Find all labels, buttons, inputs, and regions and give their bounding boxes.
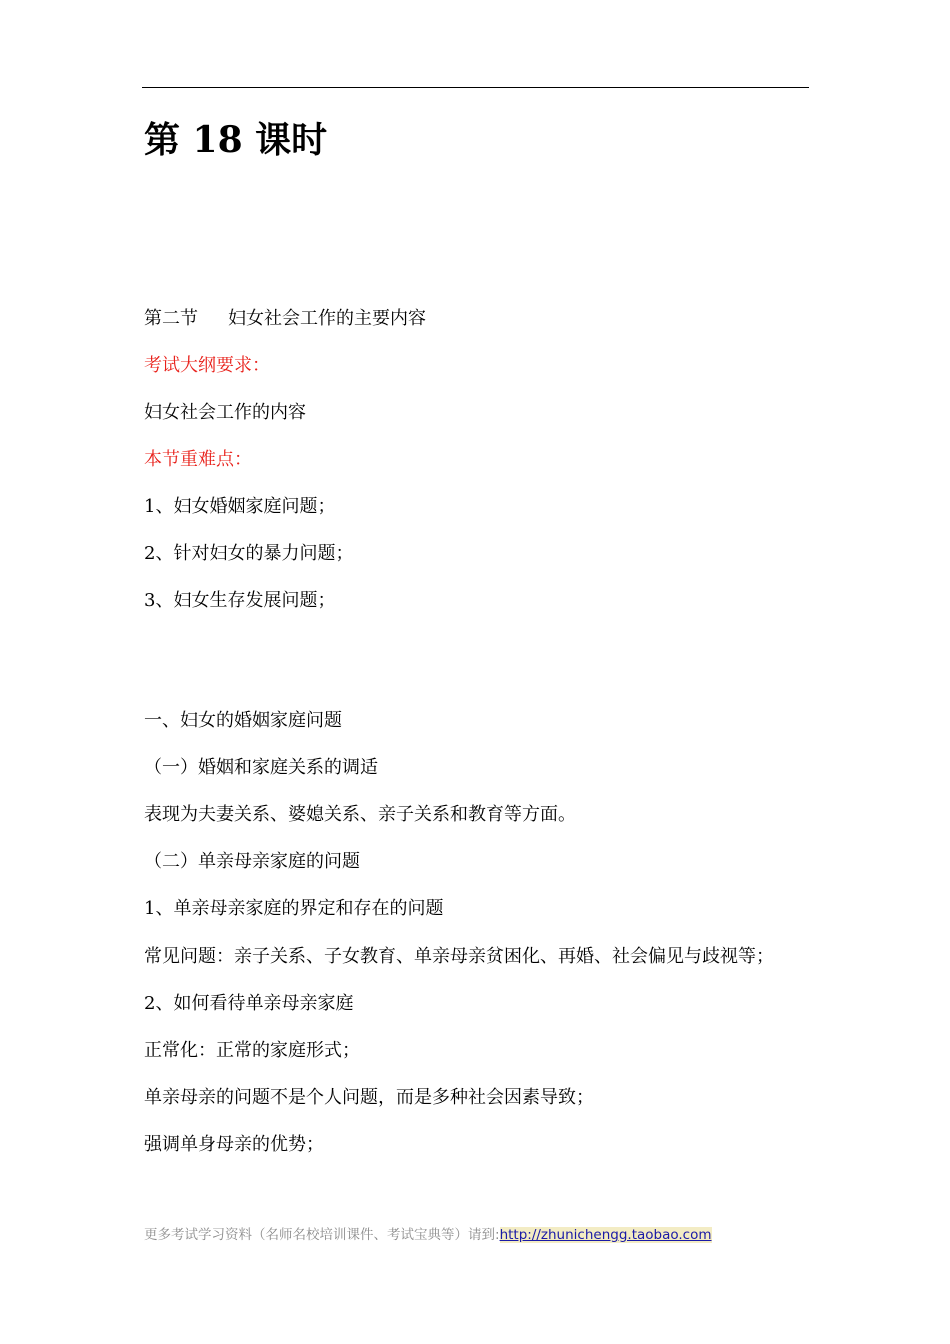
body-paragraph: 1、单亲母亲家庭的界定和存在的问题 [144,898,444,919]
key-point-item: 2、针对妇女的暴力问题； [144,543,354,564]
footer-link[interactable]: http://zhunichengg.taobao.com [499,1227,712,1243]
footer [144,1224,712,1246]
footer-text: 更多考试学习资料（名师名校培训课件、考试宝典等）请到: [144,1227,500,1243]
section-name: 妇女社会工作的主要内容 [228,308,426,329]
body-paragraph: 正常化：正常的家庭形式； [144,1040,360,1061]
section-heading [144,306,426,332]
body-subheading: （二）单亲母亲家庭的问题 [144,851,360,872]
page-title: 第 18 课时 [144,119,328,161]
section-label: 第二节 [144,308,198,329]
body-subheading: （一）婚姻和家庭关系的调适 [144,757,378,778]
key-point-item: 1、妇女婚姻家庭问题； [144,496,336,517]
outline-text: 妇女社会工作的内容 [144,402,306,423]
body-paragraph: 表现为夫妻关系、婆媳关系、亲子关系和教育等方面。 [144,804,576,825]
body-paragraph: 单亲母亲的问题不是个人问题，而是多种社会因素导致； [144,1087,594,1108]
outline-heading: 考试大纲要求： [144,355,270,376]
body-paragraph: 强调单身母亲的优势； [144,1134,324,1155]
body-paragraph: 2、如何看待单亲母亲家庭 [144,993,354,1014]
key-point-item: 3、妇女生存发展问题； [144,590,336,611]
key-points-heading: 本节重难点： [144,449,252,470]
body-heading-1: 一、妇女的婚姻家庭问题 [144,710,342,731]
body-paragraph: 常见问题：亲子关系、子女教育、单亲母亲贫困化、再婚、社会偏见与歧视等； [144,946,774,967]
header-rule [142,87,809,88]
